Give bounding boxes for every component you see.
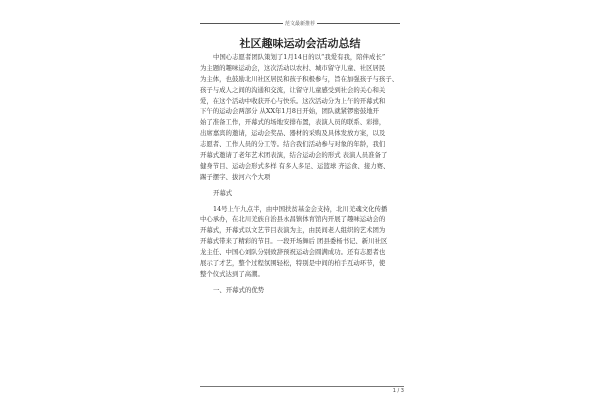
page-number: 1 / 3 — [392, 388, 404, 394]
paragraph-line: 志愿者、工作人员的分工等。结合我们活动参与对象的年龄，我们 — [200, 140, 386, 149]
paragraph-line: 爱，在这个活动中收获开心与快乐。这次活动分为上午的开幕式和 — [200, 96, 386, 105]
paragraph-line: 中国心志愿者团队策划了1月14日的以“我爱有我，陪伴成长” — [213, 53, 386, 61]
header-rule-right — [317, 23, 400, 24]
document-title: 社区趣味运动会活动总结 — [239, 37, 361, 50]
paragraph-line: 下午的运动会两部分 从XX年1月8日开始，团队就紧锣密鼓地开 — [200, 107, 380, 116]
document-body — [200, 52, 404, 301]
section-heading: 开幕式 — [213, 188, 233, 197]
paragraph-line: 健身节目、运动会形式多样 有多人多足、运篮球 齐运食、接力赛、 — [200, 161, 390, 170]
header-label: 范文最新推荐 — [285, 20, 316, 27]
paragraph-line: 整个仪式达到了高潮。 — [200, 269, 264, 278]
page-header — [200, 18, 400, 28]
header-rule-left — [200, 23, 283, 24]
paragraph-line: 中心承办，在北川羌族自治县永昌镇体育馆内开展了趣味运动会的 — [200, 215, 386, 224]
paragraph-line: 开幕式，开幕式以文艺节目表演为主，由民间老人组织的艺术团为 — [200, 226, 386, 235]
paragraph-line: 踢子摆字、拔河六个大项 — [200, 172, 271, 181]
paragraph-line: 开幕式邀请了老年艺术团表演，结合运动会的形式 表演人员准备了 — [200, 151, 388, 160]
paragraph-line: 为主体，也鼓励北川社区居民和孩子积极参与，旨在加强孩子与孩子、 — [200, 74, 399, 83]
paragraph-line: 开幕式带来了精彩的节目。一段开场舞后 团县委杨书记、新川社区 — [200, 237, 388, 246]
page-footer — [200, 386, 404, 394]
paragraph-line: 始了准备工作，开幕式的场地安排布置，表演人员的联系、彩排， — [200, 118, 386, 127]
paragraph-line: 出席嘉宾的邀请，运动会奖品、器材的采购及具体发放方案，以及 — [200, 129, 386, 138]
paragraph-line: 14号上午九点半，由中国扶贫基金会支持，北川羌魂文化传播 — [213, 204, 388, 213]
paragraph-line: 孩子与成人之间的沟通和交流，让留守儿童感受到社会的关心和关 — [200, 85, 386, 94]
section-heading: 一、开幕式的优势 — [213, 285, 265, 294]
paragraph-line: 展示了才艺，整个过程氛围轻松，特别是中间的柏手互动环节，使 — [200, 259, 386, 268]
paragraph-line: 为主题的趣味运动会，这次活动以农村、城市留守儿童、社区居民 — [200, 63, 386, 72]
paragraph-line: 龙主任、中国心刘队分别致辞预祝运动会圆满成功。还有志愿者也 — [200, 248, 386, 257]
